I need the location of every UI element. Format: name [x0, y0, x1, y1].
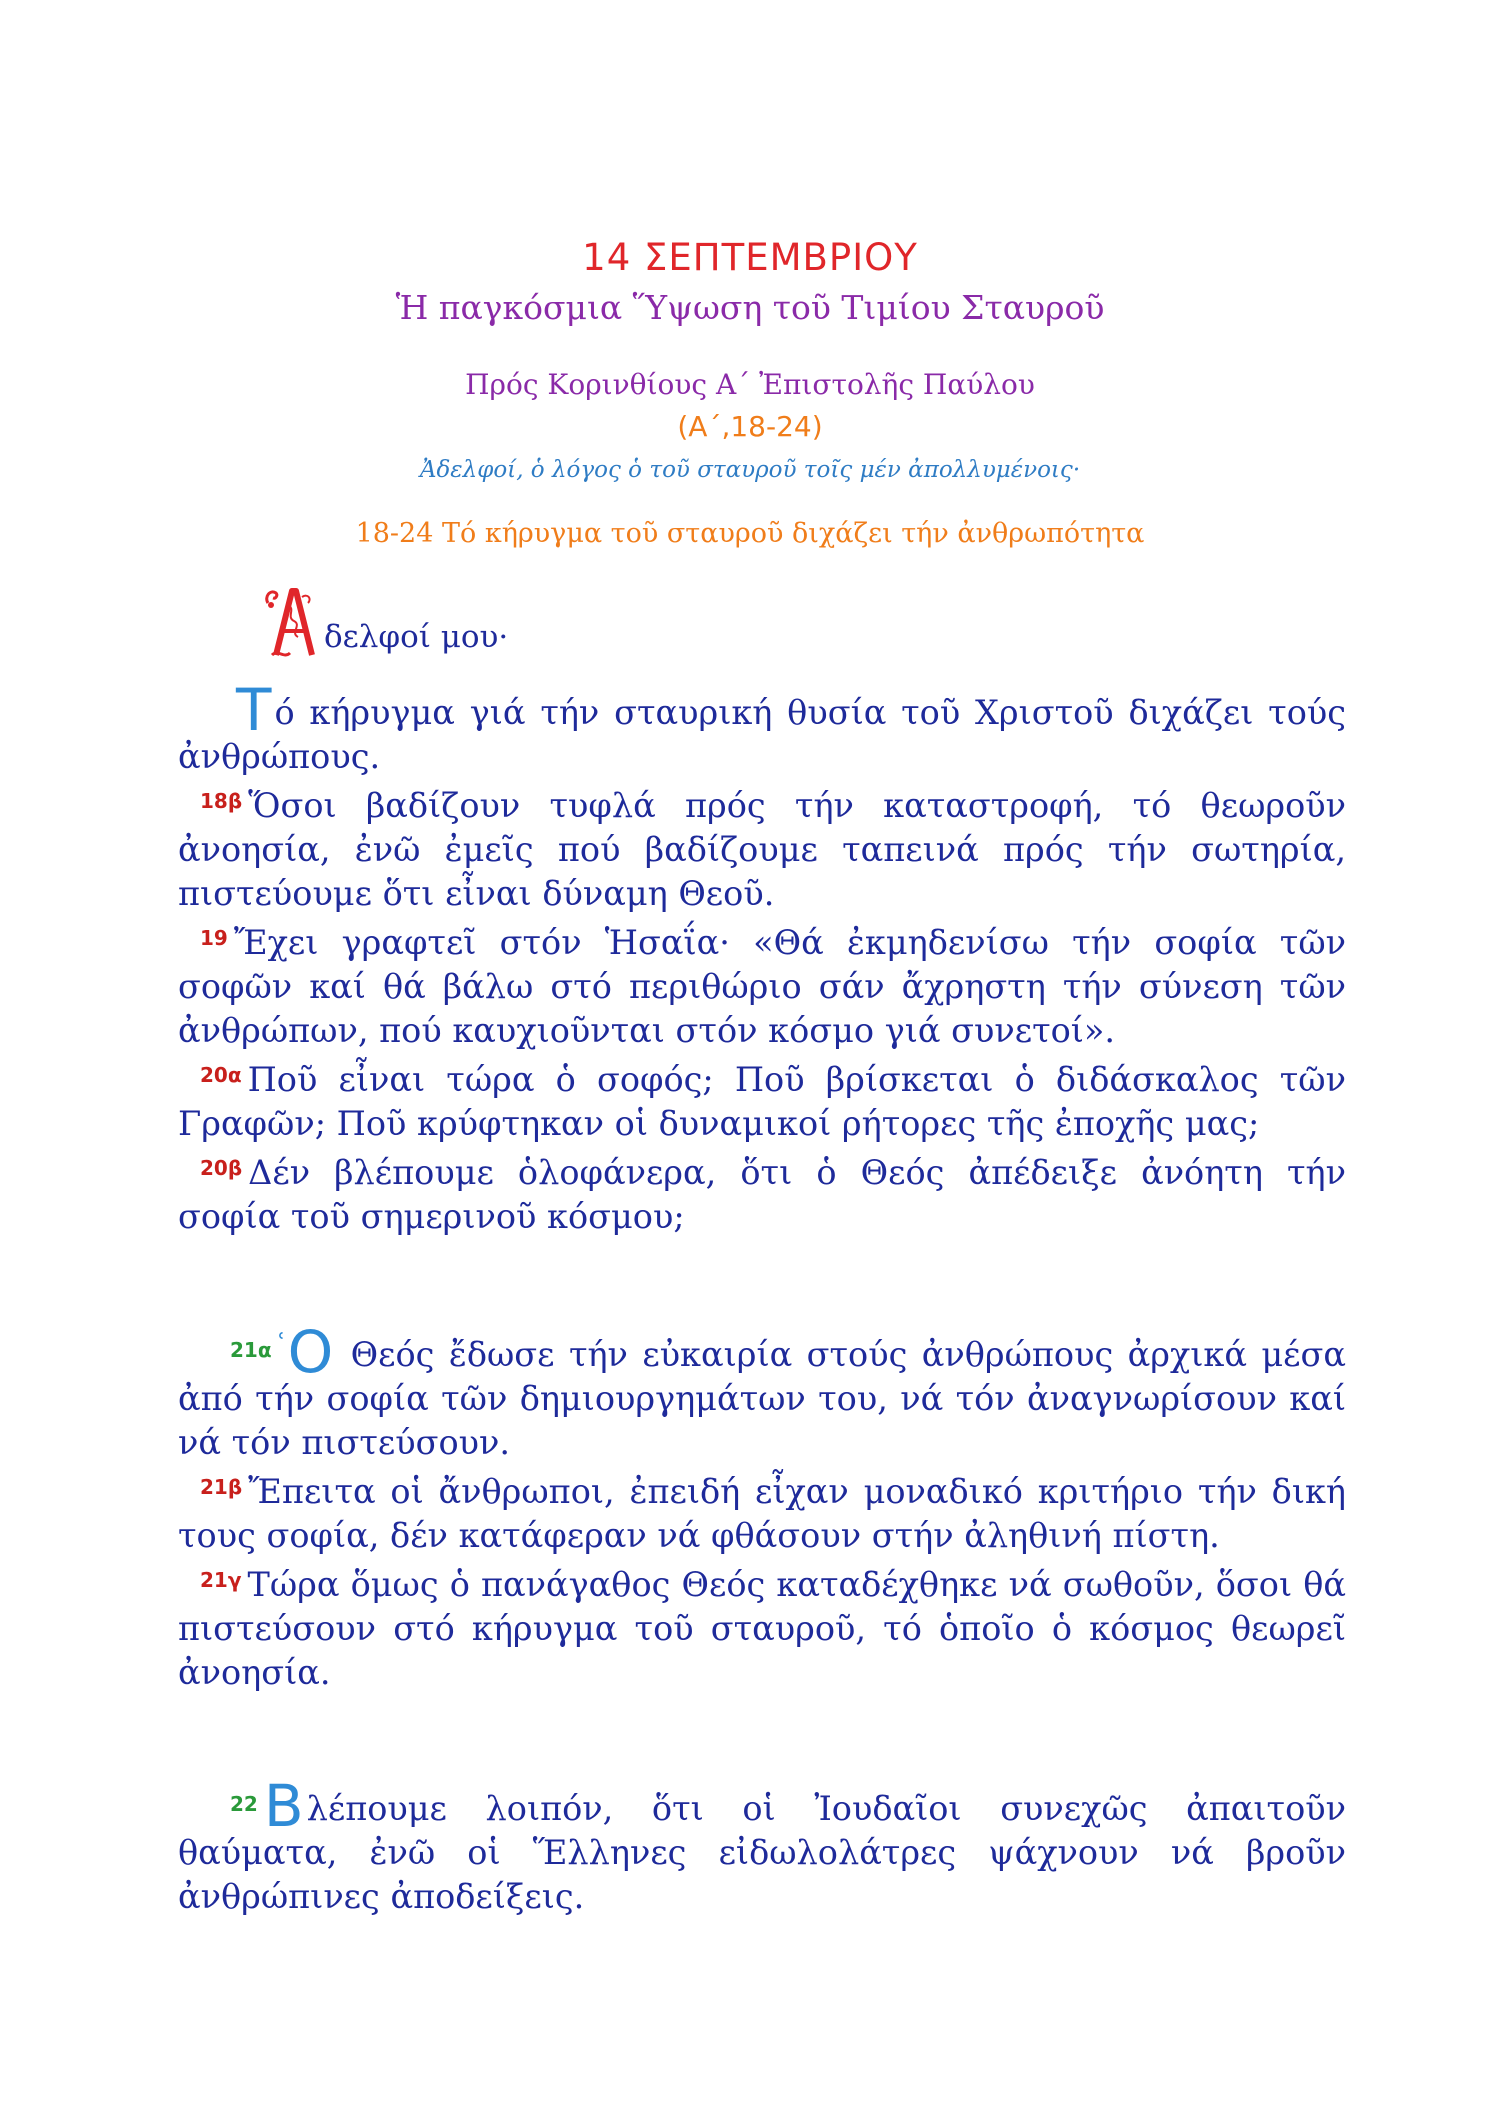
- section-1: [178, 676, 1346, 1239]
- ornamental-initial: [262, 585, 320, 669]
- breathing-mark: ʿ: [277, 1329, 286, 1359]
- epistle-title: Πρός Κορινθίους Α΄ Ἐπιστολῆς Παύλου: [465, 368, 1035, 401]
- verse-number: 21β: [200, 1475, 243, 1499]
- passage-summary: 18-24 Τό κήρυγμα τοῦ σταυροῦ διχάζει τήν ἀνθρωπότητα: [355, 518, 1145, 549]
- svg-text:Ἀ: Ἀ: [262, 585, 263, 586]
- verse-number: 18β: [200, 789, 243, 813]
- verse-number: 19: [200, 926, 228, 950]
- verse-number: 20α: [200, 1063, 242, 1087]
- verse-text: Ποῦ εἶναι τώρα ὁ σοφός; Ποῦ βρίσκεται ὁ διδάσκαλος τῶν Γραφῶν; Ποῦ κρύφτηκαν οἱ δυναμικοί ρήτορες τῆς ἐποχῆς μας;: [178, 1060, 1346, 1143]
- section-3: [178, 1772, 1346, 1919]
- verse-number: 21γ: [200, 1568, 242, 1592]
- paragraph: [178, 1772, 1346, 1919]
- address-line: [262, 585, 508, 669]
- paragraph: [178, 1146, 1346, 1239]
- drop-initial: Ο: [287, 1318, 334, 1386]
- drop-initial: Τ: [236, 676, 272, 744]
- paragraph: [178, 1558, 1346, 1695]
- verse-number: 22: [230, 1792, 258, 1816]
- verse-text: Θεός ἔδωσε τήν εὐκαιρία στούς ἀνθρώπους ἀρχικά μέσα ἀπό τήν σοφία τῶν δημιουργημάτων του, νά τόν ἀναγνωρίσουν καί νά τόν πιστεύσουν.: [178, 1335, 1347, 1462]
- address-text: δελφοί μου·: [324, 619, 509, 655]
- paragraph: [178, 676, 1346, 779]
- verse-text: Ἔπειτα οἱ ἄνθρωποι, ἐπειδή εἶχαν μοναδικό κριτήριο τήν δική τους σοφία, δέν κατάφεραν νά φθάσουν στήν ἀληθινή πίστη.: [178, 1472, 1346, 1555]
- epistle-incipit: Ἀδελφοί, ὁ λόγος ὁ τοῦ σταυροῦ τοῖς μέν ἀπολλυμένοις·: [419, 457, 1081, 483]
- verse-text: λέπουμε λοιπόν, ὅτι οἱ Ἰουδαῖοι συνεχῶς ἀπαιτοῦν θαύματα, ἐνῶ οἱ Ἕλληνες εἰδωλολάτρες ψάχνουν νά βροῦν ἀνθρώπινες ἀποδείξεις.: [178, 1789, 1346, 1916]
- date-title: 14 ΣΕΠΤΕΜΒΡΙΟΥ: [582, 236, 918, 279]
- section-2: [178, 1318, 1347, 1695]
- scripture-reference: (Α΄,18-24): [677, 410, 823, 443]
- verse-text: ό κήρυγμα γιά τήν σταυρική θυσία τοῦ Χριστοῦ διχάζει τούς ἀνθρώπους.: [178, 693, 1346, 776]
- verse-number: 20β: [200, 1156, 243, 1180]
- verse-number: 21α: [230, 1338, 272, 1362]
- paragraph: [178, 1318, 1347, 1465]
- ornamental-initial-icon: [262, 585, 320, 661]
- verse-text: Δέν βλέπουμε ὁλοφάνερα, ὅτι ὁ Θεός ἀπέδειξε ἀνόητη τήν σοφία τοῦ σημερινοῦ κόσμου;: [178, 1153, 1346, 1236]
- paragraph: [178, 1053, 1346, 1146]
- drop-initial: Β: [263, 1772, 304, 1840]
- verse-text: Ἔχει γραφτεῖ στόν Ἡσαΐα· «Θά ἐκμηδενίσω τήν σοφία τῶν σοφῶν καί θά βάλω στό περιθώριο σάν ἄχρηστη τήν σύνεση τῶν ἀνθρώπων, πού καυχιοῦνται στόν κόσμο γιά συνετοί».: [178, 923, 1346, 1050]
- feast-title: Ἡ παγκόσμια Ὕψωση τοῦ Τιμίου Σταυροῦ: [395, 288, 1105, 327]
- verse-text: Ὅσοι βαδίζουν τυφλά πρός τήν καταστροφή, τό θεωροῦν ἀνοησία, ἐνῶ ἐμεῖς πού βαδίζουμε ταπεινά πρός τήν σωτηρία, πιστεύουμε ὅτι εἶναι δύναμη Θεοῦ.: [178, 786, 1346, 913]
- paragraph: [178, 1465, 1346, 1558]
- paragraph: [178, 779, 1346, 916]
- verse-text: Τώρα ὅμως ὁ πανάγαθος Θεός καταδέχθηκε νά σωθοῦν, ὅσοι θά πιστεύσουν στό κήρυγμα τοῦ σταυροῦ, τό ὁποῖο ὁ κόσμος θεωρεῖ ἀνοησία.: [178, 1565, 1346, 1692]
- paragraph: [178, 916, 1346, 1053]
